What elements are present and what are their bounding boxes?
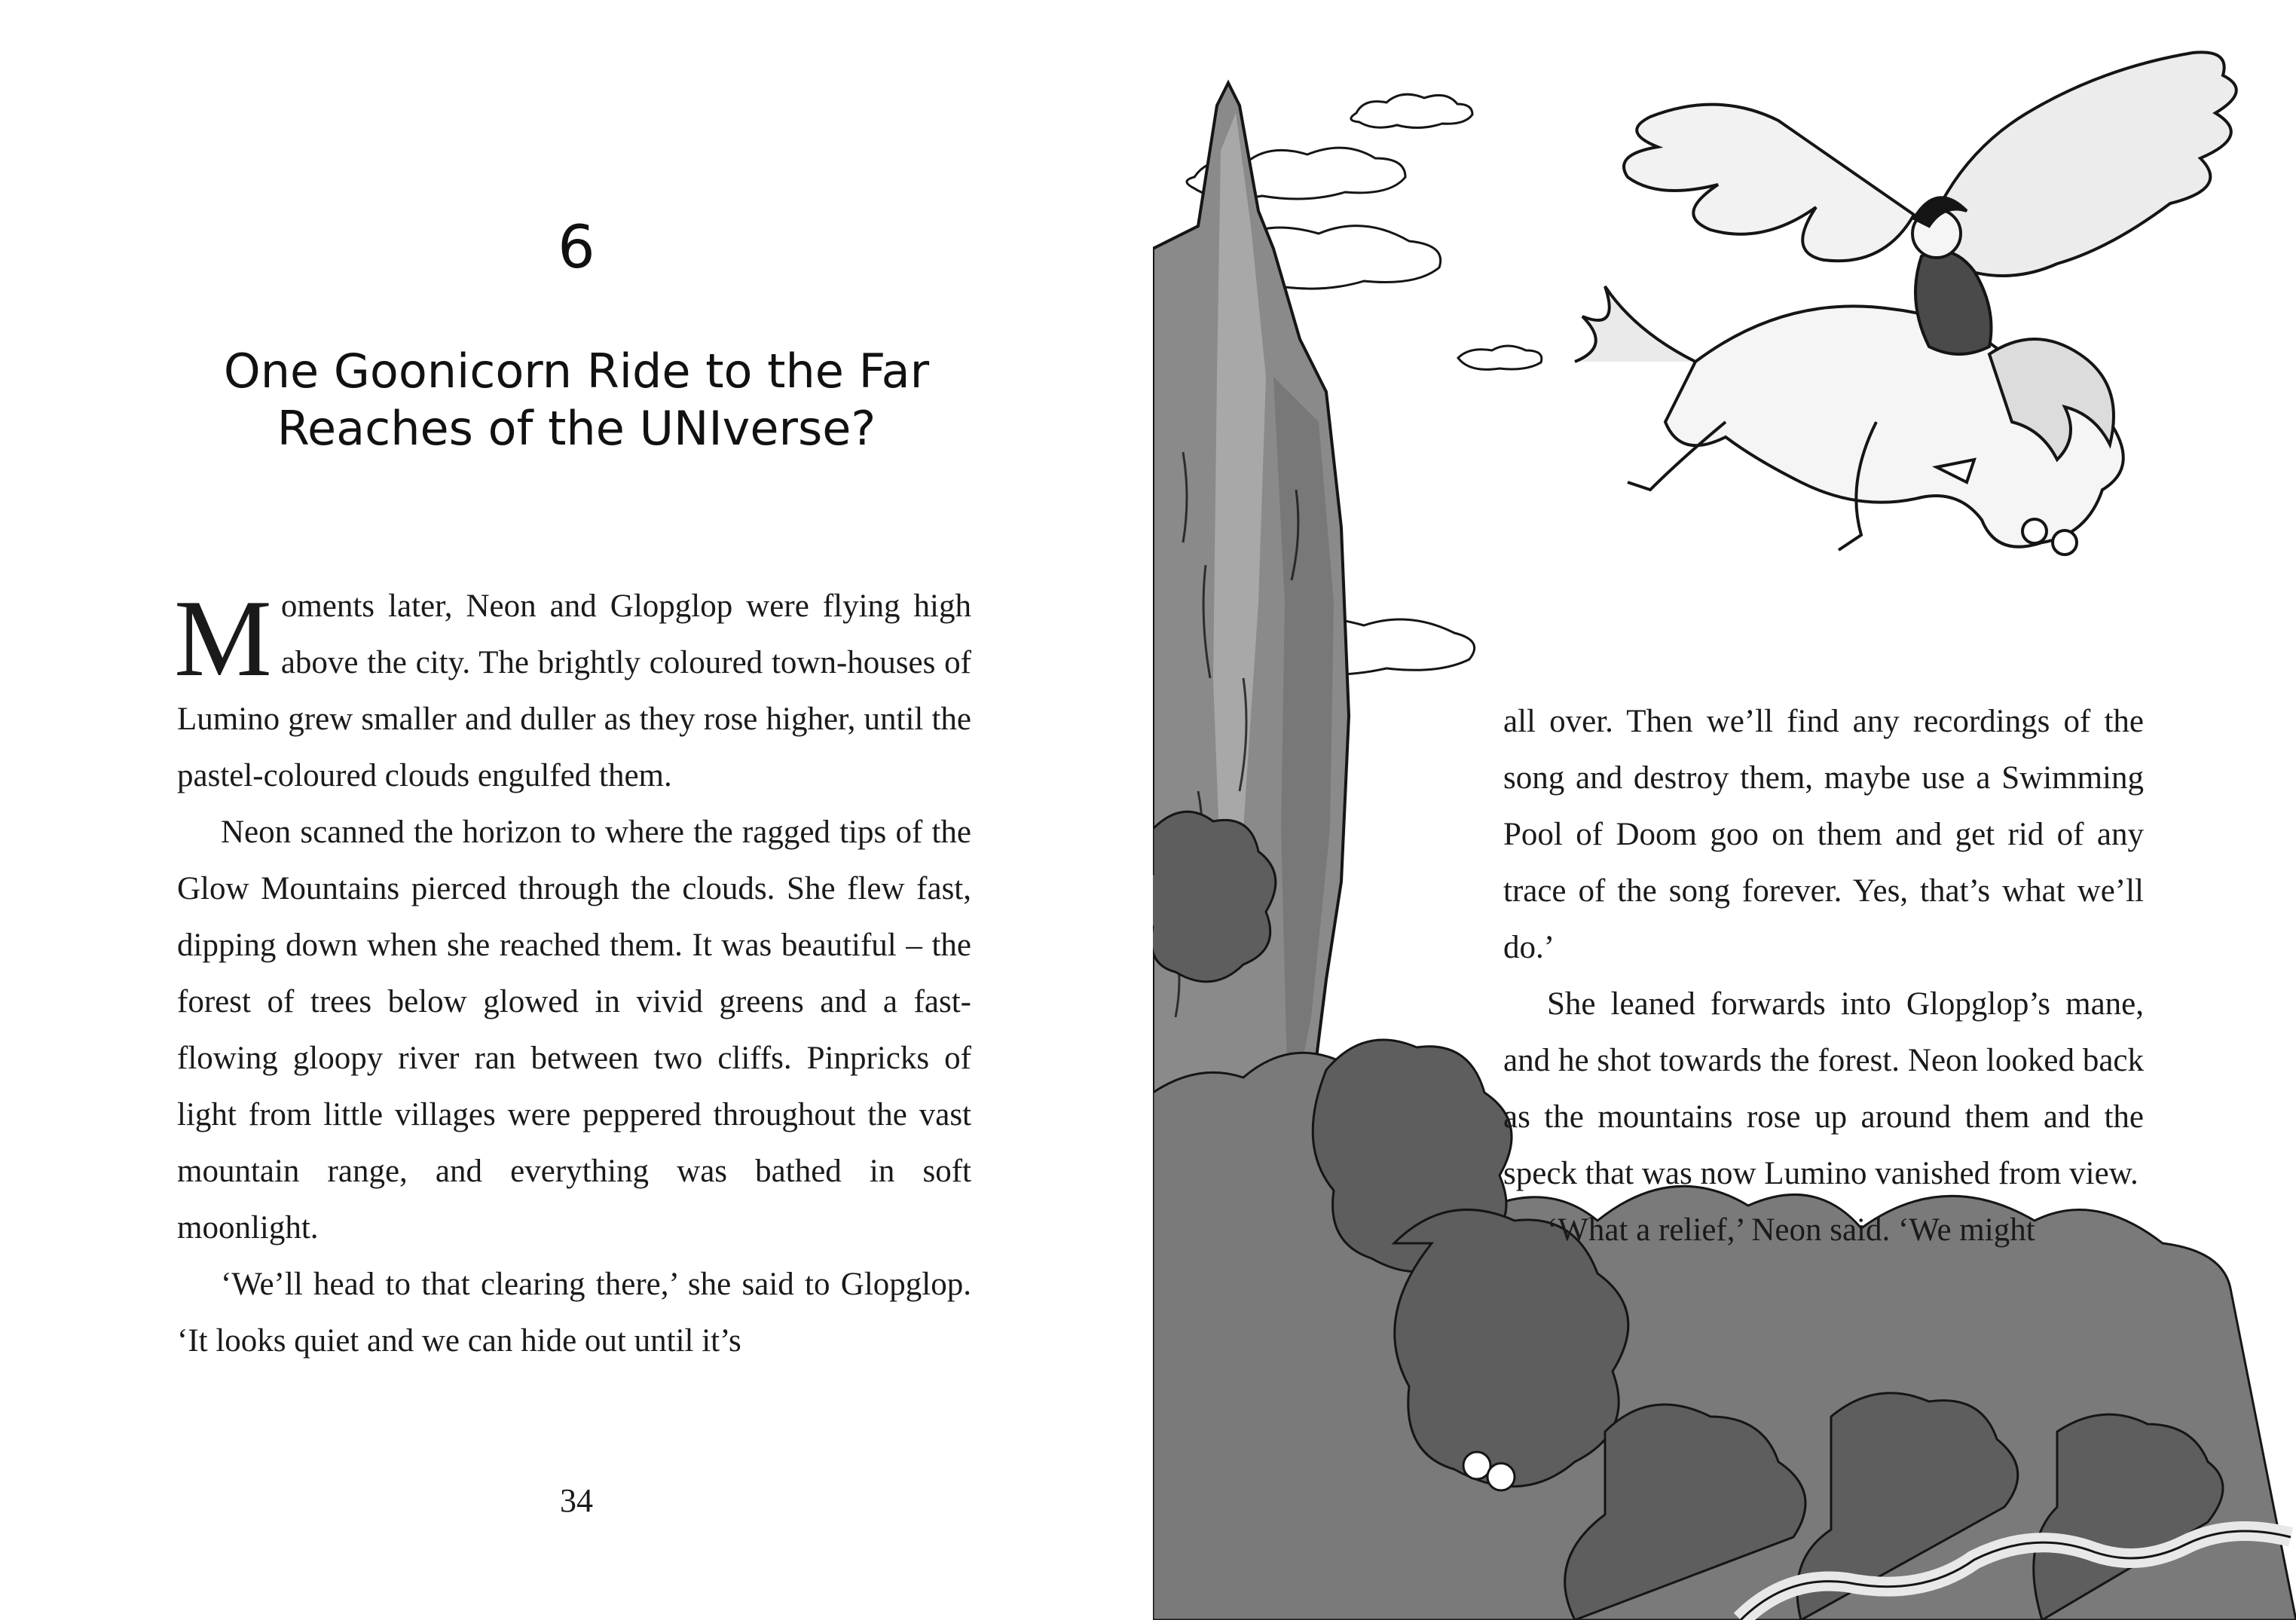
creature-eye-right [1487,1463,1515,1490]
page-number: 34 [560,1482,593,1519]
goonicorn-eye-left [2022,519,2047,543]
goonicorn-tail [1575,286,1695,362]
left-body-text [174,577,971,1369]
goonicorn-left-wing [1624,105,1914,261]
drop-cap: M [174,577,272,699]
chapter-title [121,343,1032,457]
paragraph-1: all over. Then we’ll find any recordings of the song and destroy them, maybe use a Swimming Pool of Doom goo on them and get rid of any trace of the song forever. Yes, that’s what we’ll do.’ [1503,704,2144,965]
paragraph-3: ‘We’ll head to that clearing there,’ she said to Glopglop. ‘It looks quiet and we can hide out until it’s [177,1267,971,1359]
creature-eye-left [1463,1452,1490,1479]
right-body-text [1503,693,2144,1258]
chapter-number: 6 [558,214,595,282]
right-page [1153,0,2296,1620]
goonicorn [1575,52,2236,555]
goonicorn-eye-right [2053,530,2077,555]
paragraph-3: ‘What a relief,’ Neon said. ‘We might [1547,1212,2035,1248]
paragraph-2: She leaned forwards into Glopglop’s mane, and he shot towards the forest. Neon looked back as the mountains rose up around them and the speck that was now Lumino vanished from view. [1503,986,2144,1191]
paragraph-1 [174,577,971,804]
cloud [1458,346,1542,369]
paragraph-2: Neon scanned the horizon to where the ragged tips of the Glow Mountains pierced through the clouds. She flew fast, dipping down when she reached them. It was beautiful – the forest of trees below glowed in vivid greens and a fast-flowing gloopy river ran between two cliffs. Pinpricks of light from little villages were peppered throughout the vast mountain range, and everything was bathed in soft moonlight. [177,815,971,1246]
chapter-title-line-1: One Goonicorn Ride to the Far [223,344,930,399]
goonicorn-right-wing [1921,52,2236,276]
chapter-title-line-2: Reaches of the UNIverse? [277,401,876,456]
cloud [1351,94,1472,127]
paragraph-1-text: oments later, Neon and Glopglop were flying high above the city. The brightly coloured town-houses of Lumino grew smaller and duller as they rose higher, until the pastel-coloured clouds engulfed them. [177,588,971,793]
